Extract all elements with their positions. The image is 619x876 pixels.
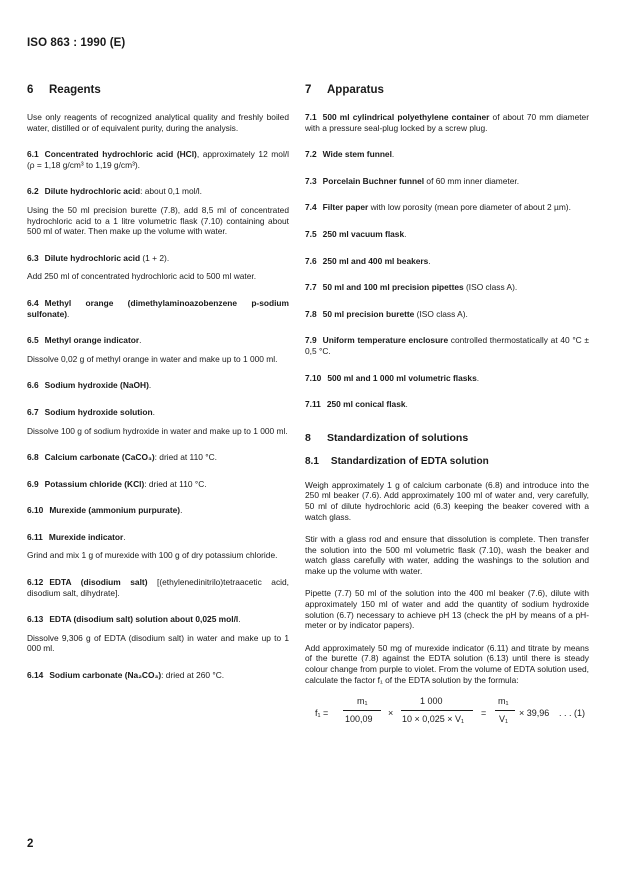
clause-6-13-text: Dissolve 9,306 g of EDTA (disodium salt) in water and make up to 1 000 ml. [27, 632, 289, 654]
clause-6-14: 6.14 Sodium carbonate (Na₂CO₃): dried at 260 °C. [27, 670, 225, 681]
clause-7-8: 7.8 50 ml precision burette (ISO class A). [305, 308, 468, 319]
right-column [305, 84, 589, 737]
clause-7-2: 7.2 Wide stem funnel. [305, 149, 395, 160]
section-8-heading [305, 432, 589, 444]
formula-1 [305, 693, 589, 737]
formula-numerator-1: m₁ [357, 696, 368, 707]
clause-7-10: 7.10 500 ml and 1 000 ml volumetric flasks. [305, 372, 480, 383]
clause-6-10: 6.10 Murexide (ammonium purpurate). [27, 505, 183, 516]
formula-denominator-3: V₁ [499, 714, 509, 725]
fraction-bar [343, 710, 381, 711]
clause-6-7: 6.7 Sodium hydroxide solution. [27, 406, 155, 417]
formula-lhs: f₁ = [315, 708, 329, 719]
section-number: 6 [27, 84, 34, 96]
clause-6-13: 6.13 EDTA (disodium salt) solution about 0,025 mol/l. [27, 614, 241, 625]
formula-constant: × 39,96 [519, 708, 550, 719]
reagents-intro: Use only reagents of recognized analytical quality and freshly boiled water, distilled or of equivalent purity, during the analysis. [27, 112, 289, 133]
paragraph-weigh: Weigh approximately 1 g of calcium carbonate (6.8) and introduce into the 250 ml beaker (7.6). Add approximately 100 ml of water and, very carefully, 50 ml of dilute hydrochloric acid (6.3) keeping the beaker covered with a watch glass. [305, 479, 589, 522]
fraction-bar [401, 710, 473, 711]
subsection-title: Standardization of EDTA solution [330, 455, 489, 467]
clause-6-5-text: Dissolve 0,02 g of methyl orange in water and make up to 1 000 ml. [27, 353, 278, 364]
document-header: ISO 863 : 1990 (E) [27, 37, 126, 49]
clause-7-6: 7.6 250 ml and 400 ml beakers. [305, 255, 431, 266]
clause-6-5: 6.5 Methyl orange indicator. [27, 335, 142, 346]
clause-6-6: 6.6 Sodium hydroxide (NaOH). [27, 380, 152, 391]
clause-6-9: 6.9 Potassium chloride (KCl): dried at 110 °C. [27, 478, 207, 489]
clause-6-12: 6.12 EDTA (disodium salt) [(ethylenedinitrilo)tetraacetic acid, disodium salt, dihydrate]. [27, 577, 289, 598]
clause-7-7: 7.7 50 ml and 100 ml precision pipettes (ISO class A). [305, 282, 518, 293]
paragraph-stir: Stir with a glass rod and ensure that dissolution is complete. Then transfer the solution into the 500 ml volumetric flask (7.10), wash the beaker and watch glass carefully with water, adding the washings to the solution and make up the volume with water. [305, 534, 589, 576]
section-7-heading [305, 84, 589, 96]
clause-6-3: 6.3 Dilute hydrochloric acid (1 + 2). [27, 252, 170, 263]
subsection-8-1-heading [305, 456, 589, 467]
clause-6-2-text: Using the 50 ml precision burette (7.8), add 8,5 ml of concentrated hydrochloric acid to a 1 litre volumetric flask (7.10) containing about 500 ml of water. Then make up the volume with water. [27, 204, 289, 237]
clause-6-4: 6.4 Methyl orange (dimethylaminoazobenzene p-sodium sulfonate). [27, 297, 289, 319]
clause-6-11: 6.11 Murexide indicator. [27, 531, 126, 542]
formula-numerator-2: 1 000 [420, 696, 443, 707]
formula-denominator-1: 100,09 [345, 714, 373, 725]
left-column [27, 84, 289, 697]
formula-equals: = [481, 708, 487, 719]
clause-7-3: 7.3 Porcelain Buchner funnel of 60 mm inner diameter. [305, 175, 520, 186]
clause-7-4: 7.4 Filter paper with low porosity (mean pore diameter of about 2 µm). [305, 202, 571, 213]
section-title: Standardization of solutions [327, 431, 469, 444]
section-number: 8 [305, 431, 311, 444]
clause-6-8: 6.8 Calcium carbonate (CaCO₃): dried at 110 °C. [27, 452, 217, 463]
clause-7-9: 7.9 Uniform temperature enclosure controlled thermostatically at 40 °C ± 0,5 °C. [305, 335, 590, 356]
paragraph-pipette: Pipette (7.7) 50 ml of the solution into the 400 ml beaker (7.6), dilute with approximately 150 ml of water and add the quantity of sodium hydroxide solution (6.7) necessary to achieve pH 13 (check the pH by means of a pH-meter or by indicator papers). [305, 588, 589, 631]
clause-6-1: 6.1 Concentrated hydrochloric acid (HCl), approximately 12 mol/l (ρ = 1,18 g/cm³ to 1,19 g/cm³). [27, 149, 289, 170]
subsection-number: 8.1 [305, 455, 319, 467]
clause-6-2: 6.2 Dilute hydrochloric acid: about 0,1 mol/l. [27, 186, 202, 197]
section-title: Reagents [49, 84, 101, 96]
section-6-heading [27, 84, 289, 96]
formula-denominator-2: 10 × 0,025 × V₁ [402, 714, 465, 725]
clause-6-11-text: Grind and mix 1 g of murexide with 100 g of dry potassium chloride. [27, 550, 278, 561]
clause-6-7-text: Dissolve 100 g of sodium hydroxide in water and make up to 1 000 ml. [27, 425, 288, 436]
formula-times: × [388, 708, 394, 719]
fraction-bar [495, 710, 515, 711]
clause-7-1: 7.1 500 ml cylindrical polyethylene container of about 70 mm diameter with a pressure seal-plug locked by a screw plug. [305, 112, 590, 133]
clause-7-11: 7.11 250 ml conical flask. [305, 399, 408, 410]
section-title: Apparatus [327, 84, 384, 96]
formula-label: . . . (1) [559, 708, 586, 719]
formula-numerator-3: m₁ [498, 696, 509, 707]
section-number: 7 [305, 84, 312, 96]
clause-6-3-text: Add 250 ml of concentrated hydrochloric acid to 500 ml water. [27, 271, 257, 282]
page-number: 2 [27, 838, 34, 850]
clause-7-5: 7.5 250 ml vacuum flask. [305, 228, 407, 239]
paragraph-titrate: Add approximately 50 mg of murexide indicator (6.11) and titrate by means of the burette (7.8) against the EDTA solution (6.13) until there is steady colour change from purple to violet. From the volume of EDTA solution used, calculate the factor f₁ of the EDTA solution by the formula: [305, 642, 589, 685]
